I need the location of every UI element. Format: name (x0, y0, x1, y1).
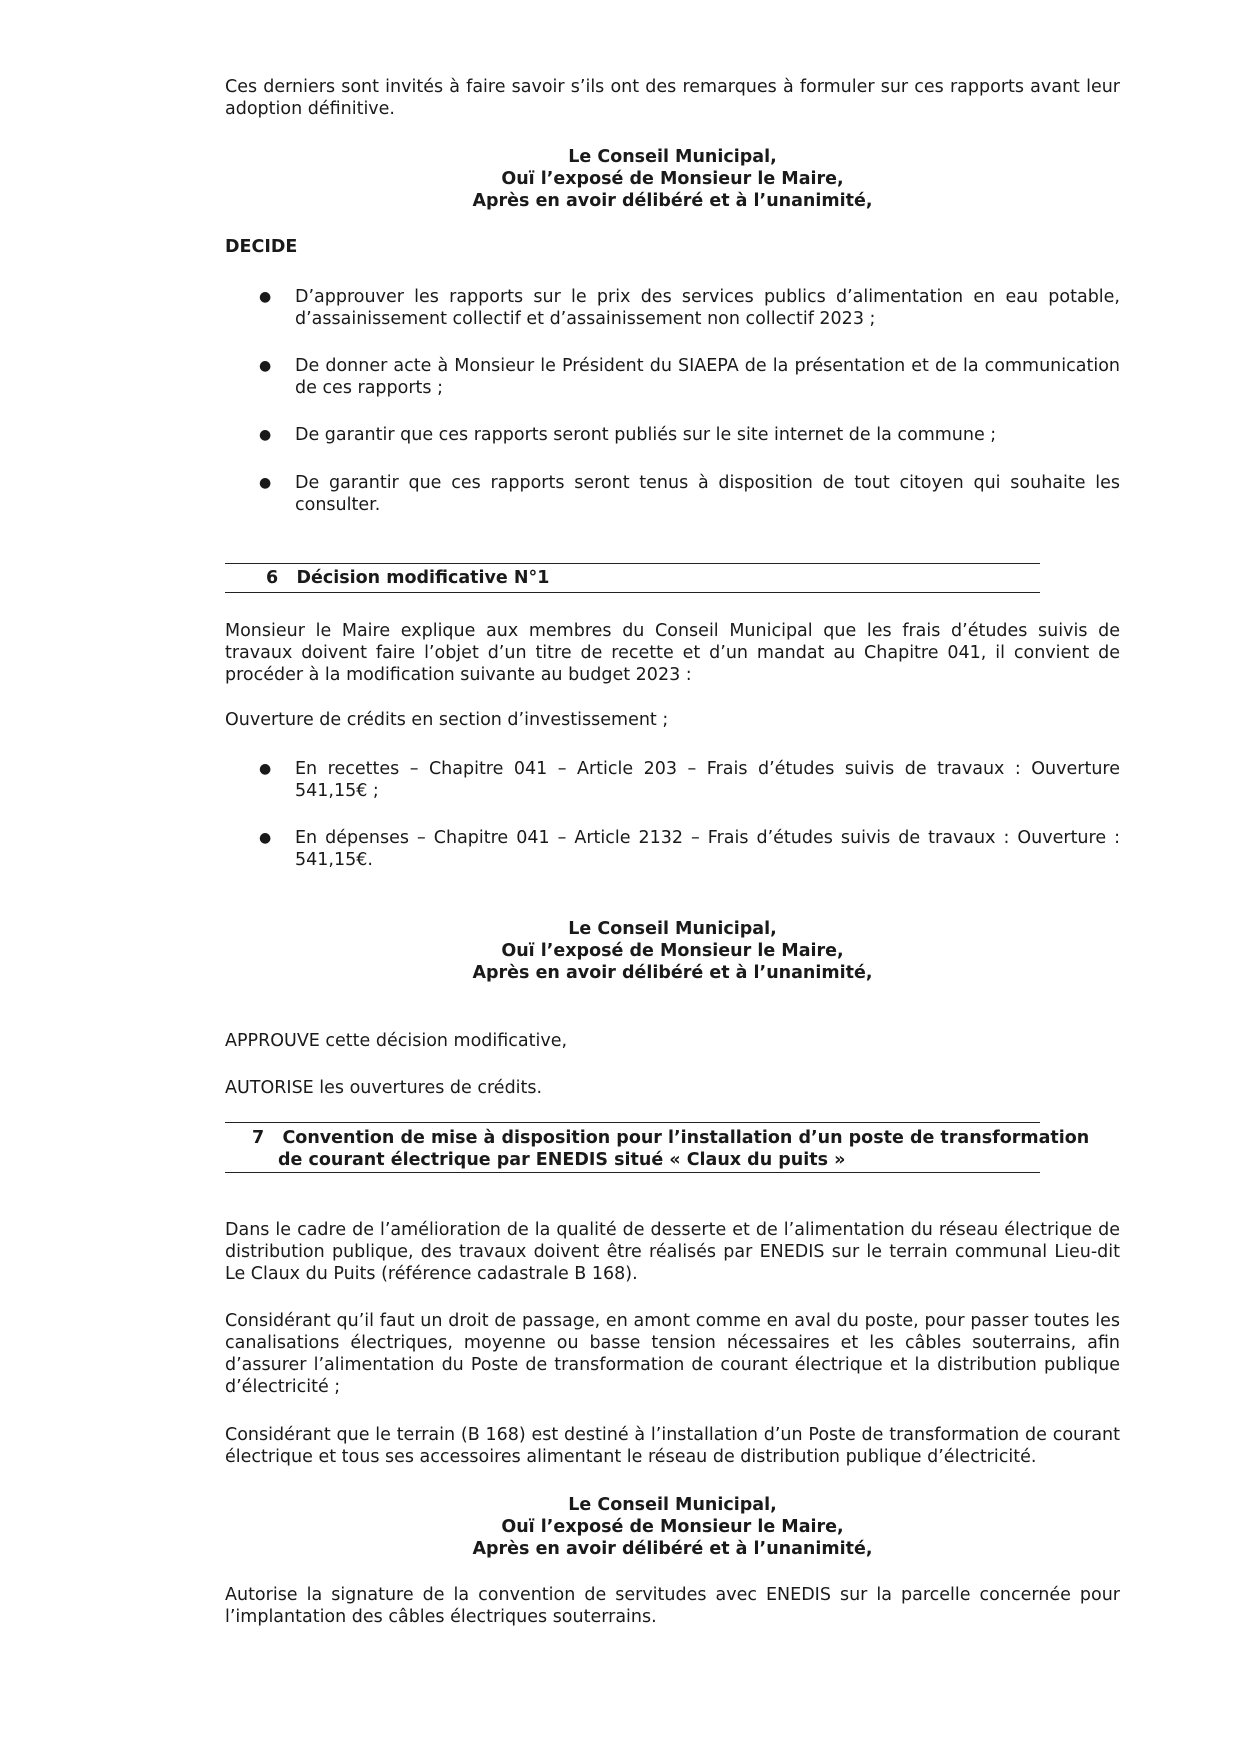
decide-item-3: De garantir que ces rapports seront publiés sur le site internet de la commune ; (295, 425, 997, 445)
bullet-dot-icon: ● (259, 427, 272, 443)
council-line-1: Le Conseil Municipal, (568, 147, 777, 167)
council-line-1: Le Conseil Municipal, (568, 1495, 777, 1515)
section-7-paragraph-2: Considérant qu’il faut un droit de passage, en amont comme en aval du poste, pour passer toutes les canalisations électriques, moyenne ou basse tension nécessaires et les câbles souterrains, afin d’assurer l’alimentation du Poste de transformation de courant électrique et la distribution publique d’électricité ; (225, 1311, 1120, 1397)
section-6-paragraph-2: Ouverture de crédits en section d’investissement ; (225, 710, 669, 730)
bullet-dot-icon: ● (259, 289, 272, 305)
section-7-title-line-2: de courant électrique par ENEDIS situé « Claux du puits » (278, 1150, 846, 1170)
decide-heading: DECIDE (225, 237, 298, 257)
section-7-top-rule (225, 1122, 1040, 1123)
section-7-authorize: Autorise la signature de la convention de servitudes avec ENEDIS sur la parcelle concernée pour l’implantation des câbles électriques souterrains. (225, 1585, 1120, 1627)
decide-item-4: De garantir que ces rapports seront tenus à disposition de tout citoyen qui souhaite les consulter. (295, 473, 1120, 515)
bullet-dot-icon: ● (259, 358, 272, 374)
section-7-title-line-1: 7 Convention de mise à disposition pour l’installation d’un poste de transformation (252, 1128, 1090, 1148)
decide-item-2: De donner acte à Monsieur le Président du SIAEPA de la présentation et de la communication de ces rapports ; (295, 356, 1120, 398)
approve-statement: APPROUVE cette décision modificative, (225, 1031, 568, 1051)
council-line-2: Ouï l’exposé de Monsieur le Maire, (501, 169, 844, 189)
council-statement-1 (225, 146, 1120, 212)
bullet-dot-icon: ● (259, 761, 272, 777)
section-6-title: 6 Décision modificative N°1 (266, 568, 550, 588)
section-6-top-rule (225, 563, 1040, 564)
bullet-dot-icon: ● (259, 830, 272, 846)
council-line-2: Ouï l’exposé de Monsieur le Maire, (501, 1517, 844, 1537)
section-6-paragraph-1: Monsieur le Maire explique aux membres du Conseil Municipal que les frais d’études suivis de travaux doivent faire l’objet d’un titre de recette et d’un mandat au Chapitre 041, il convient de procéder à la modification suivante au budget 2023 : (225, 621, 1120, 685)
authorize-statement: AUTORISE les ouvertures de crédits. (225, 1078, 543, 1098)
council-line-3: Après en avoir délibéré et à l’unanimité, (472, 963, 873, 983)
bullet-dot-icon: ● (259, 475, 272, 491)
council-line-2: Ouï l’exposé de Monsieur le Maire, (501, 941, 844, 961)
section-6-item-1: En recettes – Chapitre 041 – Article 203 – Frais d’études suivis de travaux : Ouverture 541,15€ ; (295, 759, 1120, 801)
council-line-1: Le Conseil Municipal, (568, 919, 777, 939)
intro-paragraph: Ces derniers sont invités à faire savoir s’ils ont des remarques à formuler sur ces rapports avant leur adoption définitive. (225, 77, 1120, 119)
section-7-paragraph-1: Dans le cadre de l’amélioration de la qualité de desserte et de l’alimentation du réseau électrique de distribution publique, des travaux doivent être réalisés par ENEDIS sur le terrain communal Lieu-dit Le Claux du Puits (référence cadastrale B 168). (225, 1220, 1120, 1284)
council-statement-3 (225, 1494, 1120, 1560)
section-6-item-2: En dépenses – Chapitre 041 – Article 2132 – Frais d’études suivis de travaux : Ouverture : 541,15€. (295, 828, 1120, 870)
council-line-3: Après en avoir délibéré et à l’unanimité, (472, 191, 873, 211)
decide-item-1: D’approuver les rapports sur le prix des services publics d’alimentation en eau potable, d’assainissement collectif et d’assainissement non collectif 2023 ; (295, 287, 1120, 329)
section-6-bottom-rule (225, 592, 1040, 593)
council-statement-2 (225, 918, 1120, 984)
council-line-3: Après en avoir délibéré et à l’unanimité, (472, 1539, 873, 1559)
section-7-bottom-rule (225, 1172, 1040, 1173)
section-7-paragraph-3: Considérant que le terrain (B 168) est destiné à l’installation d’un Poste de transformation de courant électrique et tous ses accessoires alimentant le réseau de distribution publique d’électricité. (225, 1425, 1120, 1467)
